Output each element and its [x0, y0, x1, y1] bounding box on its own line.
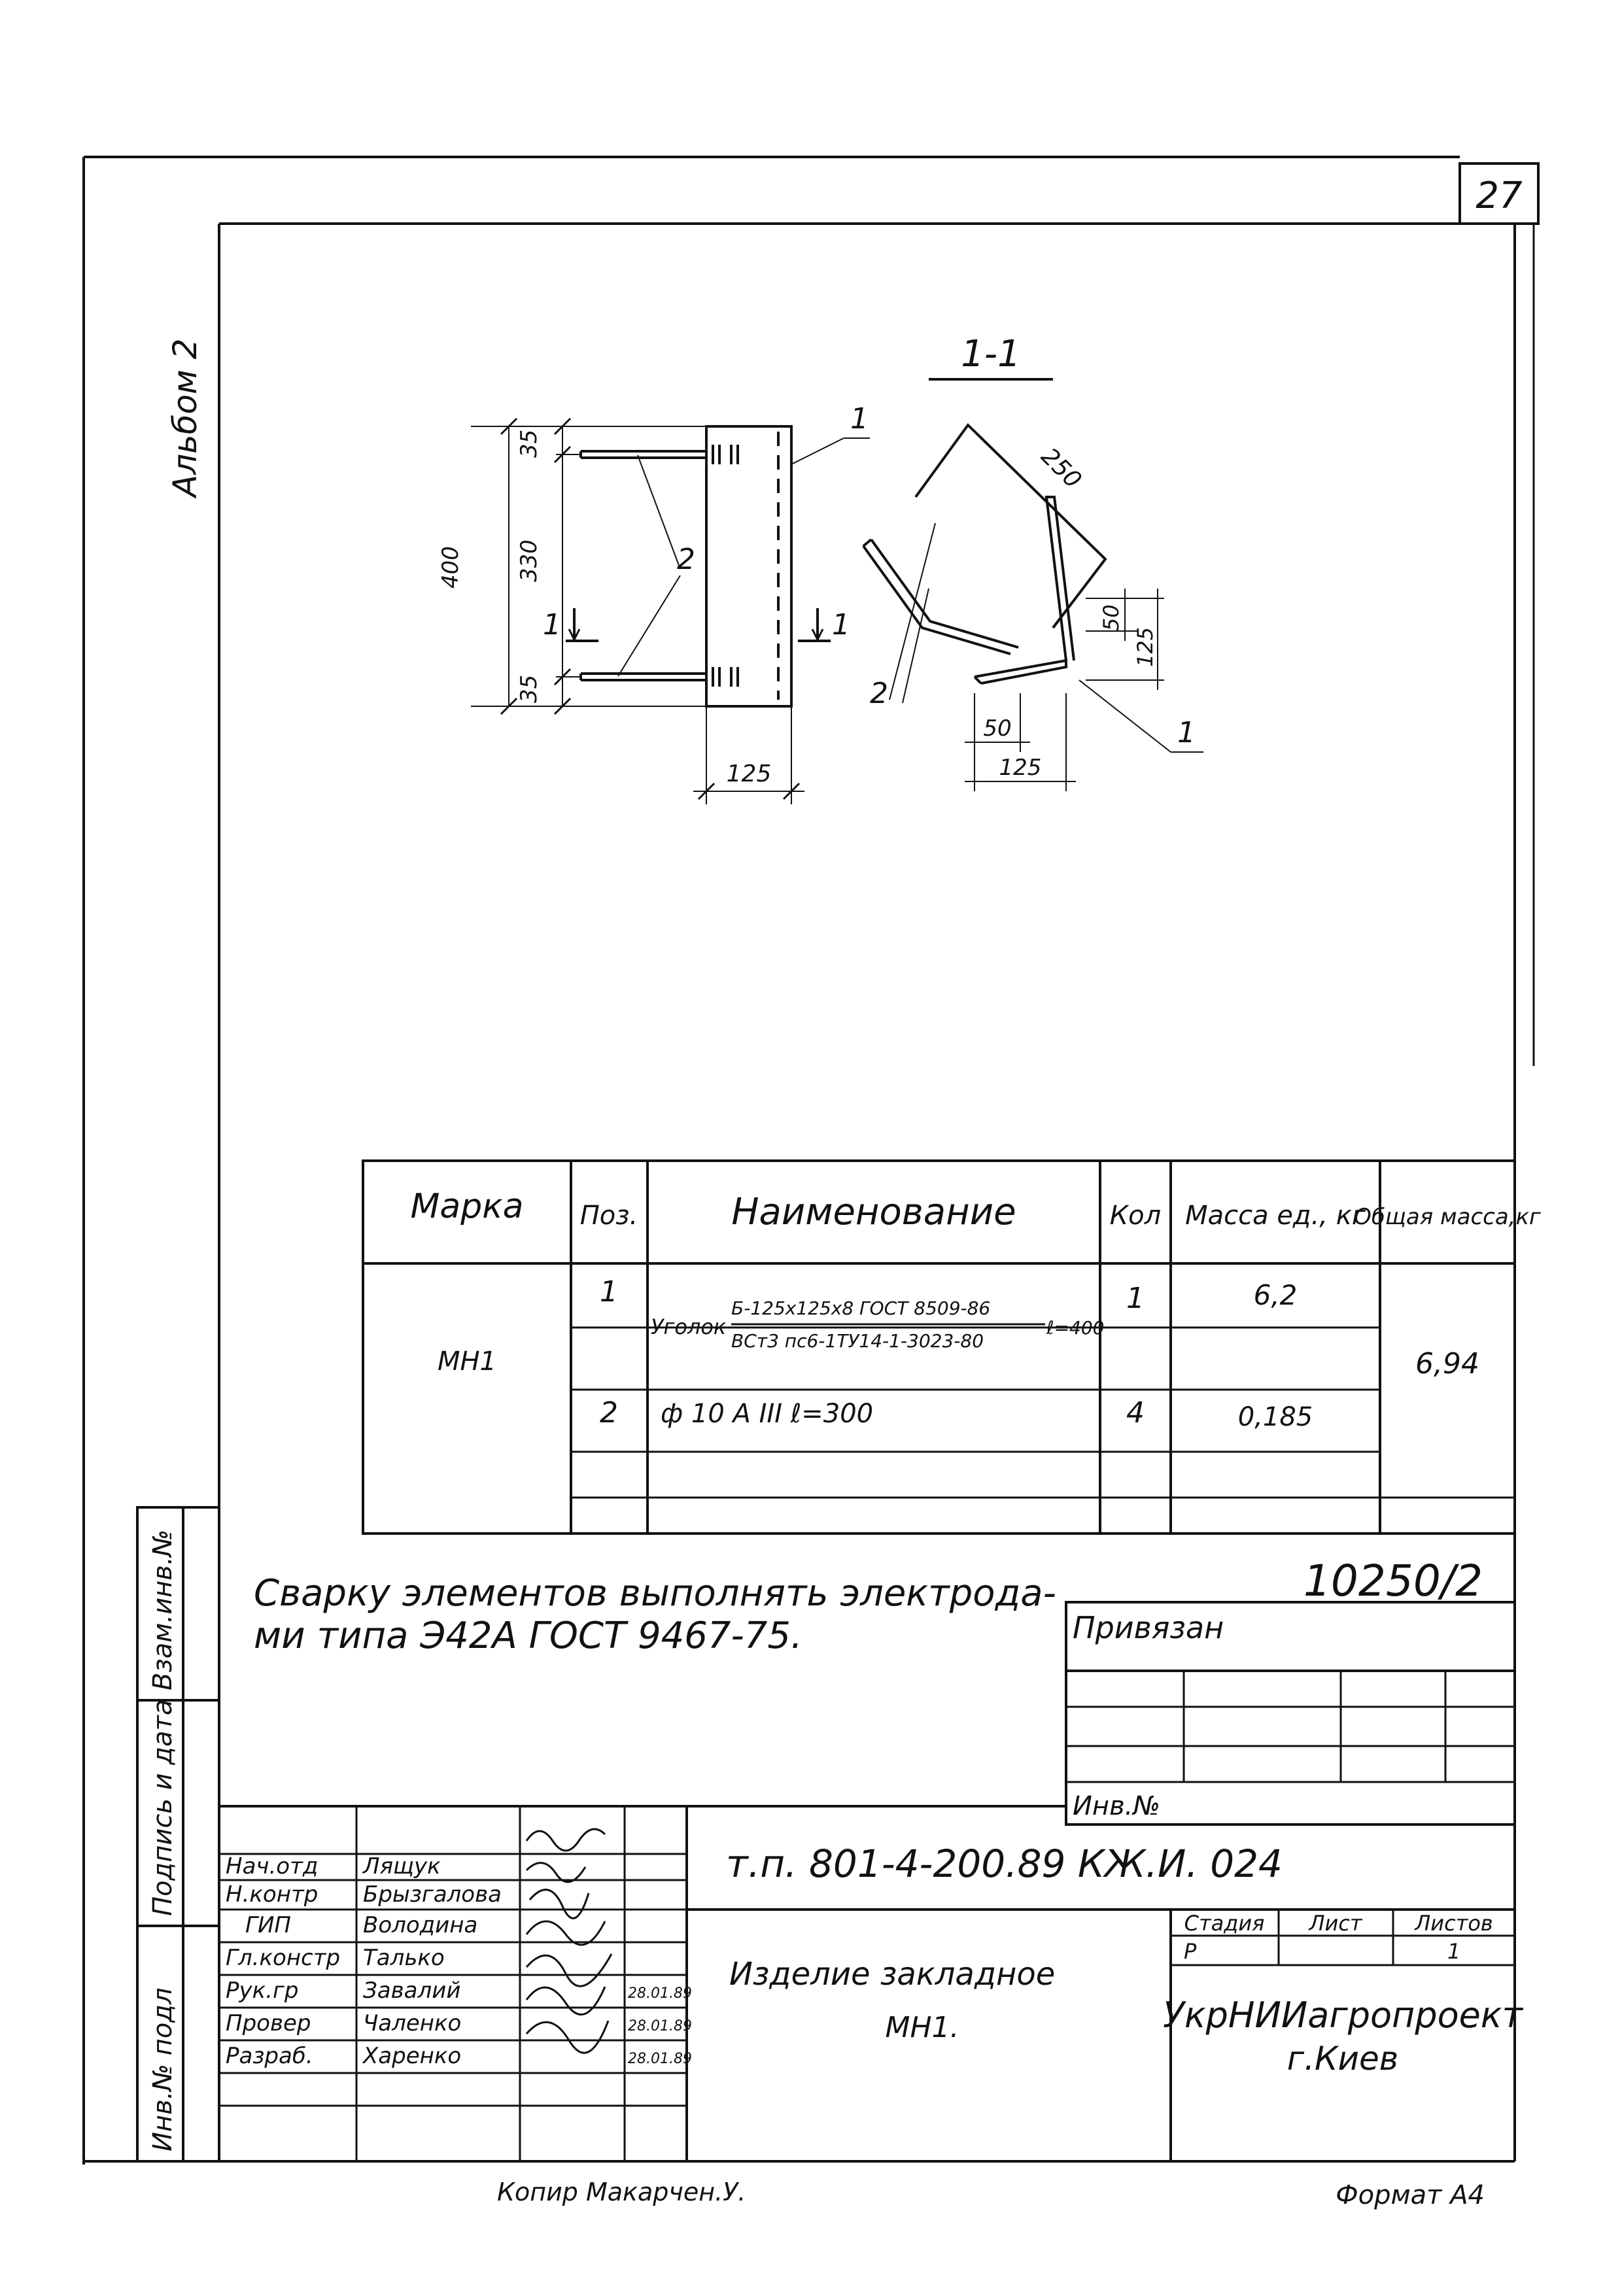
- format-label: Формат А4: [1336, 2180, 1485, 2210]
- document-code: т.п. 801-4-200.89 КЖ.И. 024: [726, 1842, 1283, 1886]
- dim-125-vertical: 125: [1133, 626, 1158, 667]
- role-head: Нач.отд: [226, 1853, 319, 1879]
- dim-50-horizontal: 50: [983, 715, 1012, 742]
- note-line-1: Сварку элементов выполнять электрода-: [254, 1572, 1056, 1615]
- spec-header-qty: Кол: [1109, 1201, 1162, 1231]
- dim-400: 400: [438, 546, 464, 589]
- sheets-header: Листов: [1415, 1911, 1493, 1936]
- copy-note: Копир Макарчен.У.: [497, 2178, 746, 2206]
- role-norm-control: Н.контр: [226, 1881, 319, 1908]
- pos-mark-2-section: 2: [870, 677, 888, 710]
- name-checker: Чаленко: [363, 2010, 462, 2036]
- pos-mark-1-section: 1: [1177, 716, 1196, 749]
- role-group-lead: Рук.гр: [226, 1978, 299, 2004]
- sheet-header: Лист: [1309, 1911, 1362, 1936]
- spec-header-total-mass: Общая масса,кг: [1354, 1204, 1541, 1230]
- note-line-2: ми типа Э42А ГОСТ 9467-75.: [254, 1615, 802, 1657]
- spec-row-1-qty: 1: [1126, 1282, 1145, 1315]
- section-view: [863, 425, 1203, 791]
- dim-35-bottom: 35: [516, 674, 542, 703]
- name-norm-control: Брызгалова: [363, 1881, 502, 1908]
- side-stamp-inventory: Инв.№ подл: [148, 1987, 178, 2151]
- binding-inv-label: Инв.№: [1073, 1791, 1160, 1821]
- date-developer: 28.01.89: [628, 2051, 692, 2067]
- album-label: Альбом 2: [166, 338, 204, 497]
- name-head: Лящук: [363, 1853, 441, 1879]
- side-stamp-signature-date: Подпись и дата: [148, 1699, 178, 1916]
- spec-mark-value: МН1: [437, 1346, 497, 1377]
- organization-city: г.Киев: [1286, 2040, 1399, 2078]
- name-chief-engineer: Володина: [363, 1912, 478, 1938]
- signatures: [526, 1829, 612, 2053]
- role-chief-designer: Гл.констр: [226, 1945, 341, 1971]
- sheets-value: 1: [1447, 1939, 1461, 1964]
- spec-row-1-name-numerator: Б-125x125x8 ГОСТ 8509-86: [731, 1297, 991, 1319]
- role-developer: Разраб.: [226, 2043, 313, 2069]
- page-number: 27: [1475, 175, 1523, 217]
- spec-header-mark: Марка: [410, 1187, 524, 1226]
- section-label: 1-1: [961, 333, 1021, 375]
- cut-mark-right: 1: [832, 608, 850, 642]
- spec-row-2-name: ф 10 А III ℓ=300: [661, 1399, 874, 1429]
- spec-row-2-mass: 0,185: [1237, 1402, 1313, 1432]
- dim-330: 330: [516, 540, 542, 582]
- spec-header-name: Наименование: [731, 1191, 1016, 1233]
- name-developer: Харенко: [363, 2043, 462, 2069]
- spec-row-2-pos: 2: [600, 1396, 618, 1430]
- binding-title: Привязан: [1073, 1610, 1224, 1645]
- stage-value: Р: [1184, 1939, 1197, 1964]
- product-name-line-2: МН1.: [885, 2011, 959, 2044]
- name-group-lead: Завалий: [363, 1978, 461, 2004]
- spec-row-1-pos: 1: [600, 1275, 618, 1309]
- spec-header-unit-mass: Масса ед., кг: [1185, 1201, 1366, 1231]
- cut-mark-left: 1: [543, 608, 561, 642]
- dim-50-vertical: 50: [1099, 604, 1124, 631]
- date-group-lead: 28.01.89: [628, 1985, 692, 2002]
- organization-name: УкрНИИагропроект: [1163, 1995, 1523, 2036]
- side-stamp-replacement: Взам.инв.№: [148, 1529, 178, 1690]
- dim-250: 250: [1035, 443, 1087, 494]
- dim-125-horizontal: 125: [999, 755, 1042, 781]
- role-checker: Провер: [226, 2010, 311, 2036]
- binding-number: 10250/2: [1303, 1556, 1483, 1606]
- spec-row-1-name-prefix: Уголок: [651, 1314, 727, 1339]
- date-checker: 28.01.89: [628, 2018, 692, 2034]
- pos-mark-1-left: 1: [850, 402, 869, 436]
- spec-header-pos: Поз.: [579, 1201, 638, 1231]
- dim-125-left: 125: [726, 761, 772, 787]
- spec-row-1-name-denominator: ВСт3 пс6-1ТУ14-1-3023-80: [731, 1330, 984, 1352]
- spec-row-1-mass: 6,2: [1253, 1279, 1298, 1311]
- name-chief-designer: Талько: [363, 1945, 445, 1971]
- dim-35-top: 35: [516, 429, 542, 458]
- left-view: [471, 419, 870, 804]
- role-chief-engineer: ГИП: [245, 1912, 291, 1938]
- product-name-line-1: Изделие закладное: [729, 1956, 1056, 1993]
- spec-row-2-qty: 4: [1126, 1396, 1145, 1430]
- pos-mark-2-left: 2: [677, 543, 695, 576]
- spec-total-mass: 6,94: [1415, 1347, 1479, 1380]
- spec-row-1-length: ℓ=400: [1046, 1317, 1105, 1339]
- stage-header: Стадия: [1184, 1911, 1265, 1936]
